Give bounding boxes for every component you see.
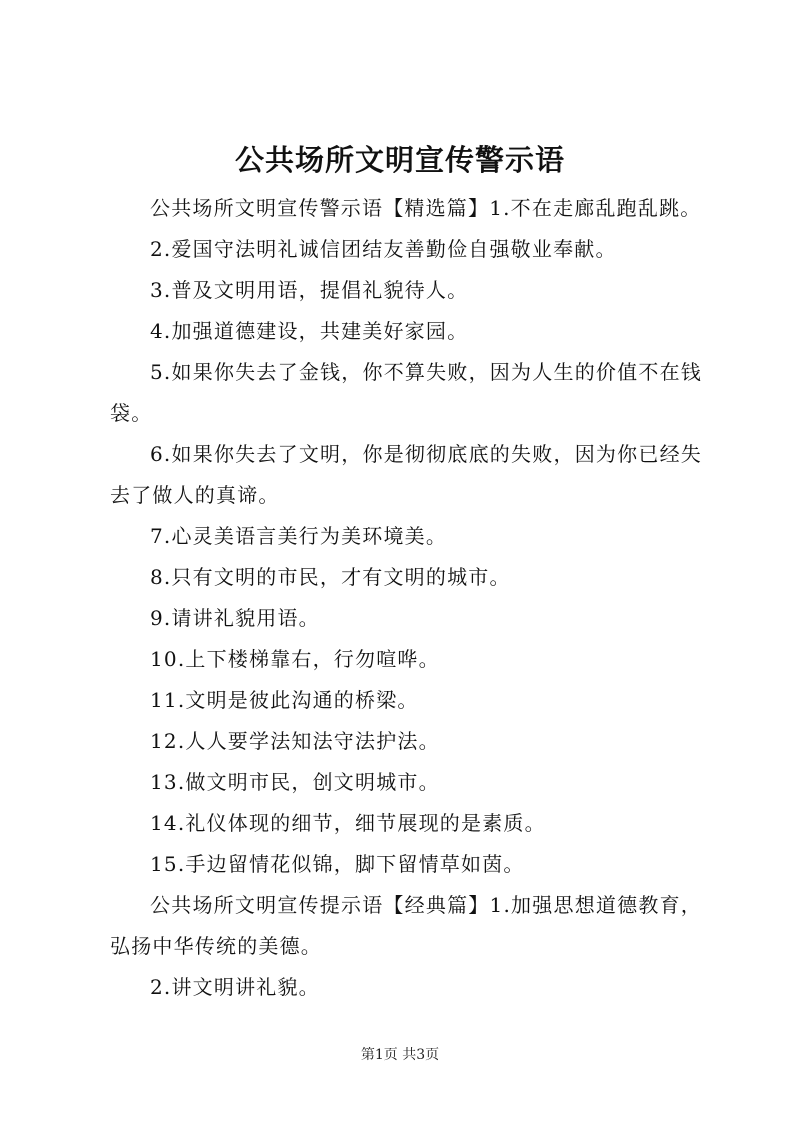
paragraph: 9.请讲礼貌用语。 [150,606,320,630]
paragraph: 3.普及文明用语，提倡礼貌待人。 [150,278,469,302]
page-title: 公共场所文明宣传警示语 [234,143,565,177]
paragraph: 公共场所文明宣传提示语【经典篇】1.加强思想道德教育，弘扬中华传统的美德。 [110,893,702,958]
paragraph: 7.心灵美语言美行为美环境美。 [150,524,448,548]
paragraph: 12.人人要学法知法守法护法。 [150,729,440,753]
paragraph: 15.手边留情花似锦，脚下留情草如茵。 [150,852,525,876]
paragraph: 8.只有文明的市民，才有文明的城市。 [150,565,511,589]
paragraph: 14.礼仪体现的细节，细节展现的是素质。 [150,811,546,835]
paragraph: 公共场所文明宣传警示语【精选篇】1.不在走廊乱跑乱跳。 [150,196,702,220]
document-body [110,188,702,1008]
paragraph: 13.做文明市民，创文明城市。 [150,770,440,794]
paragraph: 2.爱国守法明礼诚信团结友善勤俭自强敬业奉献。 [150,237,617,261]
paragraph: 4.加强道德建设，共建美好家园。 [150,319,469,343]
paragraph: 11.文明是彼此沟通的桥梁。 [150,688,419,712]
page-footer: 第1页 共3页 [360,1047,440,1063]
paragraph: 5.如果你失去了金钱，你不算失败，因为人生的价值不在钱袋。 [110,360,702,425]
paragraph: 10.上下楼梯靠右，行勿喧哗。 [150,647,440,671]
paragraph: 6.如果你失去了文明，你是彻彻底底的失败，因为你已经失去了做人的真谛。 [110,442,702,507]
paragraph: 2.讲文明讲礼貌。 [150,975,320,999]
